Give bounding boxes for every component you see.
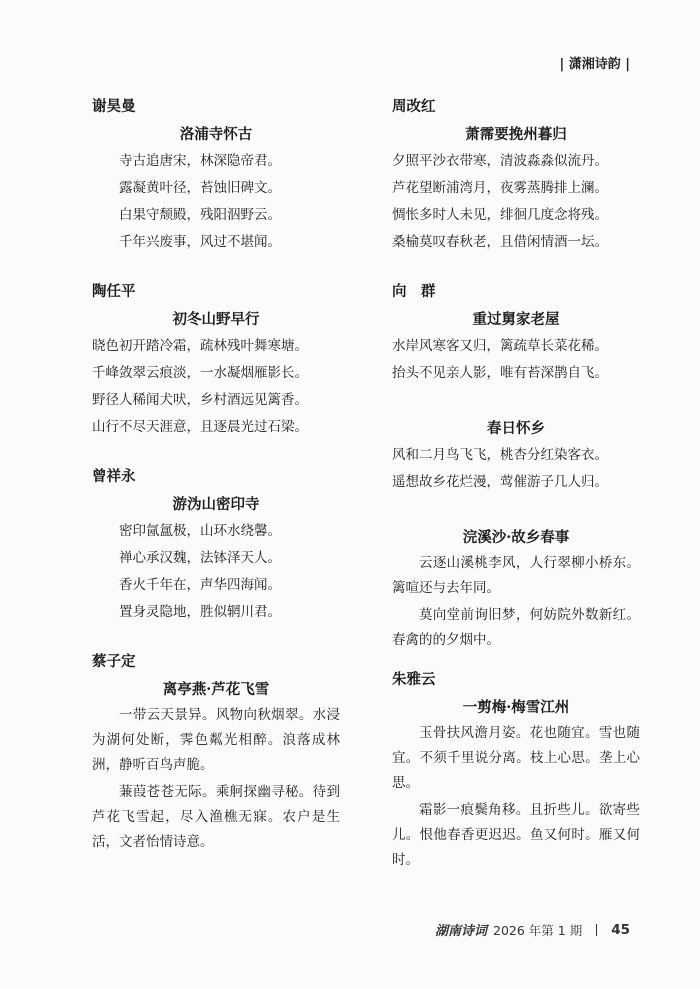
page-number: 45	[611, 921, 630, 938]
poem-paragraph: 霜影一痕鬓角移。且折些儿。欲寄些儿。恨他春香更迟迟。鱼又何时。雁又何时。	[392, 802, 640, 868]
poem-line: 密印氤氲极，山环水绕馨。	[119, 523, 281, 539]
poem-line: 桑榆莫叹春秋老，且借闲情酒一坛。	[392, 234, 608, 250]
poem-title: 浣溪沙·故乡春事	[462, 529, 570, 546]
poem-author: 蔡子定	[92, 654, 136, 670]
poem-line: 抬头不见亲人影，唯有苔深鹊自飞。	[392, 365, 608, 381]
poem-paragraph: 云逐山溪桃李风，人行翠柳小桥东。篱喧还与去年同。	[392, 555, 640, 596]
poem-line: 千年兴废事，风过不堪闻。	[119, 234, 281, 250]
poem-line: 千峰敛翠云痕淡，一水凝烟雁影长。	[92, 365, 308, 381]
poem-line: 惆怅多时人未见，绯徊几度念将残。	[392, 207, 608, 223]
poem-author: 陶任平	[92, 284, 136, 300]
poem-title: 洛浦寺怀古	[179, 126, 253, 143]
magazine-logo: 湖南诗词	[435, 924, 488, 939]
poem-line: 遥想故乡花烂漫，莺催游子几人归。	[392, 474, 608, 490]
poem-line: 山行不尽天涯意，且逐晨光过石梁。	[92, 419, 308, 435]
poem-title: 离亭燕·芦花飞雪	[162, 681, 270, 698]
poem-title: 游沩山密印寺	[172, 496, 260, 513]
poem-title: 初冬山野早行	[172, 311, 260, 328]
poem-line: 风和二月鸟飞飞，桃杏分红染客衣。	[392, 447, 608, 463]
section-tag: | 潇湘诗韵 |	[559, 57, 630, 72]
poem-title: 萧霈要挽州暮归	[465, 126, 567, 143]
poem-paragraph: 莫向堂前询旧梦，何妨院外数新红。春禽的的夕烟中。	[392, 607, 640, 648]
poem-author: 朱雅云	[392, 672, 436, 688]
poem-paragraph: 玉骨扶风澹月姿。花也随宜。雪也随宜。不须千里说分离。枝上心思。垄上心思。	[392, 725, 640, 791]
issue-label: 2026 年第 1 期	[493, 922, 583, 938]
footer-divider	[596, 924, 597, 936]
poem-line: 芦花望断浦湾月，夜雾蒸腾排上澜。	[392, 180, 608, 196]
poem-author: 曾祥永	[92, 469, 136, 485]
poem-line: 野径人稀闻犬吠，乡村酒远见篱香。	[92, 392, 308, 408]
poem-line: 晓色初开踏冷霜，疏林残叶舞寒塘。	[92, 338, 308, 354]
poem-author: 周改红	[392, 99, 436, 115]
poem-line: 置身灵隐地，胜似辋川君。	[119, 604, 281, 620]
poem-line: 香火千年在，声华四海闻。	[119, 577, 281, 593]
poem-paragraph: 蒹葭苍苍无际。乘舸探幽寻秘。待到芦花飞雪起，尽入渔樵无寐。农户是生活，文者怡情诗意。	[92, 784, 340, 850]
poem-line: 寺古追唐宋，林深隐帝君。	[119, 153, 281, 169]
poem-line: 白果守颓殿，残阳泅野云。	[119, 207, 281, 223]
poem-title: 一剪梅·梅雪江州	[462, 699, 570, 716]
poem-title: 重过舅家老屋	[472, 311, 560, 328]
poem-line: 露凝黄叶径，苔蚀旧碑文。	[119, 180, 281, 196]
page-footer	[435, 920, 630, 939]
right-column	[392, 96, 640, 875]
poem-line: 水岸风寒客又归，篱疏草长菜花稀。	[392, 338, 608, 354]
poem-author: 向 群	[392, 284, 436, 300]
poem-line: 夕照平沙衣带寒，清波淼淼似流丹。	[392, 153, 608, 169]
poem-title: 春日怀乡	[487, 420, 545, 437]
left-column	[92, 96, 340, 857]
poem-line: 禅心承汉魏，法钵泽天人。	[119, 550, 281, 566]
poem-paragraph: 一带云天景异。风物向秋烟翠。水浸为湖何处断，霁色粼光相醉。浪落成林洲，静听百鸟声脆。	[92, 707, 340, 773]
poem-author: 谢昊曼	[92, 99, 136, 115]
